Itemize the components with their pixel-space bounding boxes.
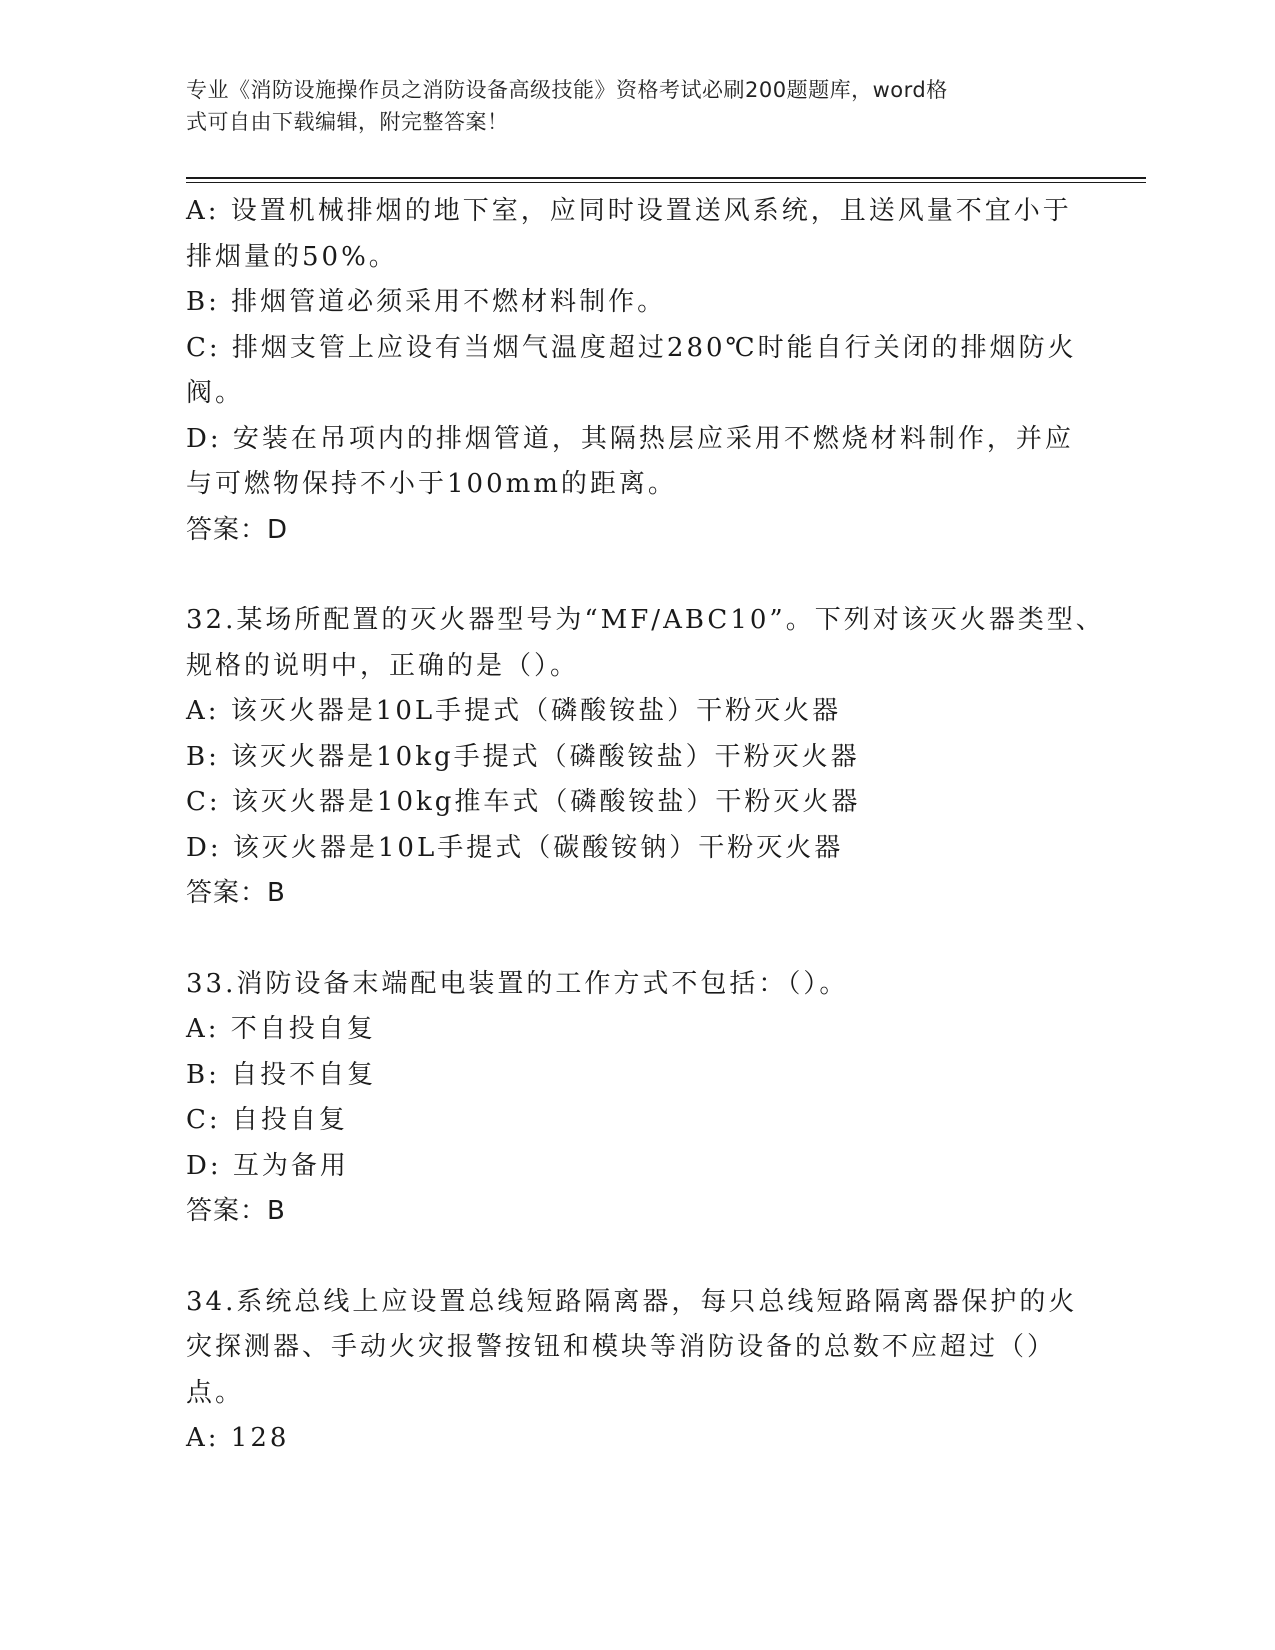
header-divider-thin <box>186 182 1146 183</box>
option-c-line-1: C: 排烟支管上应设有当烟气温度超过280℃时能自行关闭的排烟防火 <box>186 332 1077 363</box>
question-content <box>186 189 1105 1462</box>
option-c: C: 自投自复 <box>186 1105 348 1135</box>
header-line-1: 专业《消防设施操作员之消防设备高级技能》资格考试必刷200题题库，word格 <box>186 78 948 102</box>
spacer <box>186 917 1086 962</box>
option-d: D: 该灭火器是10L手提式（碳酸铵钠）干粉灭火器 <box>186 832 844 863</box>
option-a-line-2: 排烟量的50%。 <box>186 241 398 272</box>
option-b: B: 排烟管道必须采用不燃材料制作。 <box>186 287 667 317</box>
option-b: B: 自投不自复 <box>186 1059 377 1090</box>
question-34 <box>186 1280 1086 1462</box>
header-divider-thick <box>186 177 1146 179</box>
option-b: B: 该灭火器是10kg手提式（磷酸铵盐）干粉灭火器 <box>186 741 860 772</box>
option-a: A: 128 <box>186 1423 290 1453</box>
question-stem-line-3: 点。 <box>186 1377 245 1408</box>
question-33 <box>186 962 1086 1235</box>
option-d-line-1: D: 安装在吊项内的排烟管道，其隔热层应采用不燃烧材料制作，并应 <box>186 423 1074 454</box>
answer: 答案：D <box>186 514 289 545</box>
option-d: D: 互为备用 <box>186 1150 349 1181</box>
question-stem-line-1: 34.系统总线上应设置总线短路隔离器，每只总线短路隔离器保护的火 <box>186 1286 1078 1317</box>
option-d-line-2: 与可燃物保持不小于100mm的距离。 <box>186 469 677 499</box>
spacer <box>186 1235 1086 1280</box>
option-a-line-1: A: 设置机械排烟的地下室，应同时设置送风系统，且送风量不宜小于 <box>186 196 1072 226</box>
question-32 <box>186 598 1105 917</box>
question-stem-line-2: 灾探测器、手动火灾报警按钮和模块等消防设备的总数不应超过（） <box>186 1332 1057 1362</box>
answer: 答案：B <box>186 1196 286 1226</box>
question-stem-line-2: 规格的说明中，正确的是（）。 <box>186 650 580 681</box>
question-31 <box>186 189 1086 553</box>
document-header <box>186 74 1086 138</box>
option-a: A: 该灭火器是10L手提式（磷酸铵盐）干粉灭火器 <box>186 696 842 726</box>
question-stem: 33.消防设备末端配电装置的工作方式不包括：（）。 <box>186 968 849 999</box>
question-stem-line-1: 32.某场所配置的灭火器型号为“MF/ABC10”。下列对该灭火器类型、 <box>186 605 1105 635</box>
answer: 答案：B <box>186 878 286 908</box>
header-line-2: 式可自由下载编辑，附完整答案！ <box>186 110 509 134</box>
spacer <box>186 553 1086 598</box>
option-c: C: 该灭火器是10kg推车式（磷酸铵盐）干粉灭火器 <box>186 787 861 817</box>
option-c-line-2: 阀。 <box>186 378 245 408</box>
option-a: A: 不自投自复 <box>186 1014 376 1044</box>
